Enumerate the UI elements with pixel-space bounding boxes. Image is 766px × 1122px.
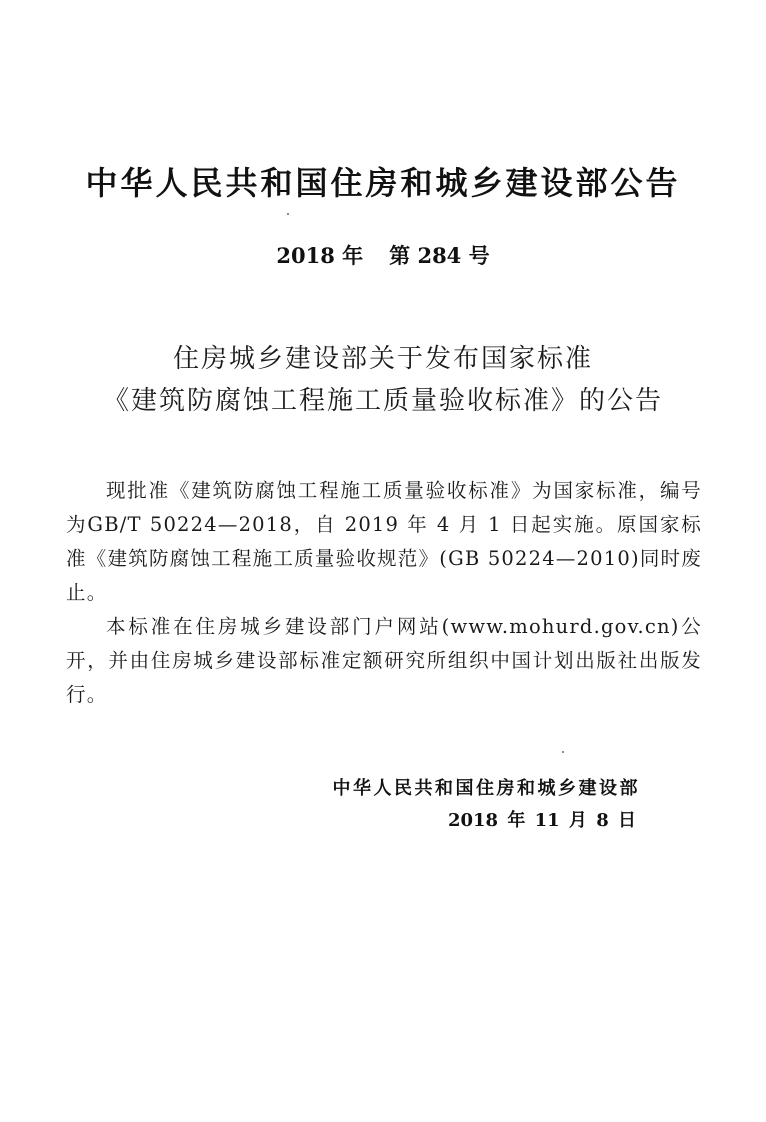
issue-number <box>0 240 766 270</box>
scan-speck <box>287 213 289 215</box>
announcement-title-line-2: 《建筑防腐蚀工程施工质量验收标准》的公告 <box>102 386 663 416</box>
signature-date: 2018 年 11 月 8 日 <box>447 810 636 831</box>
issue-sequence: 第 284 号 <box>389 243 490 268</box>
body-paragraph-2: 本标准在住房城乡建设部门户网站(www.mohurd.gov.cn)公开，并由住房城乡建设部标准定额研究所组织中国计划出版社出版发行。 <box>66 615 702 706</box>
scan-speck <box>562 751 564 753</box>
body-text <box>66 474 702 712</box>
signature-organization: 中华人民共和国住房和城乡建设部 <box>332 778 640 799</box>
issue-year: 2018 年 <box>276 243 364 268</box>
announcement-title-line-1: 住房城乡建设部关于发布国家标准 <box>172 344 593 374</box>
body-paragraph-1: 现批准《建筑防腐蚀工程施工质量验收标准》为国家标准，编号为GB/T 50224—2018，自 2019 年 4 月 1 日起实施。原国家标准《建筑防腐蚀工程施工质量验收规范》(GB 50224—2010)同时废止。 <box>66 479 702 604</box>
document-title: 中华人民共和国住房和城乡建设部公告 <box>85 164 681 202</box>
